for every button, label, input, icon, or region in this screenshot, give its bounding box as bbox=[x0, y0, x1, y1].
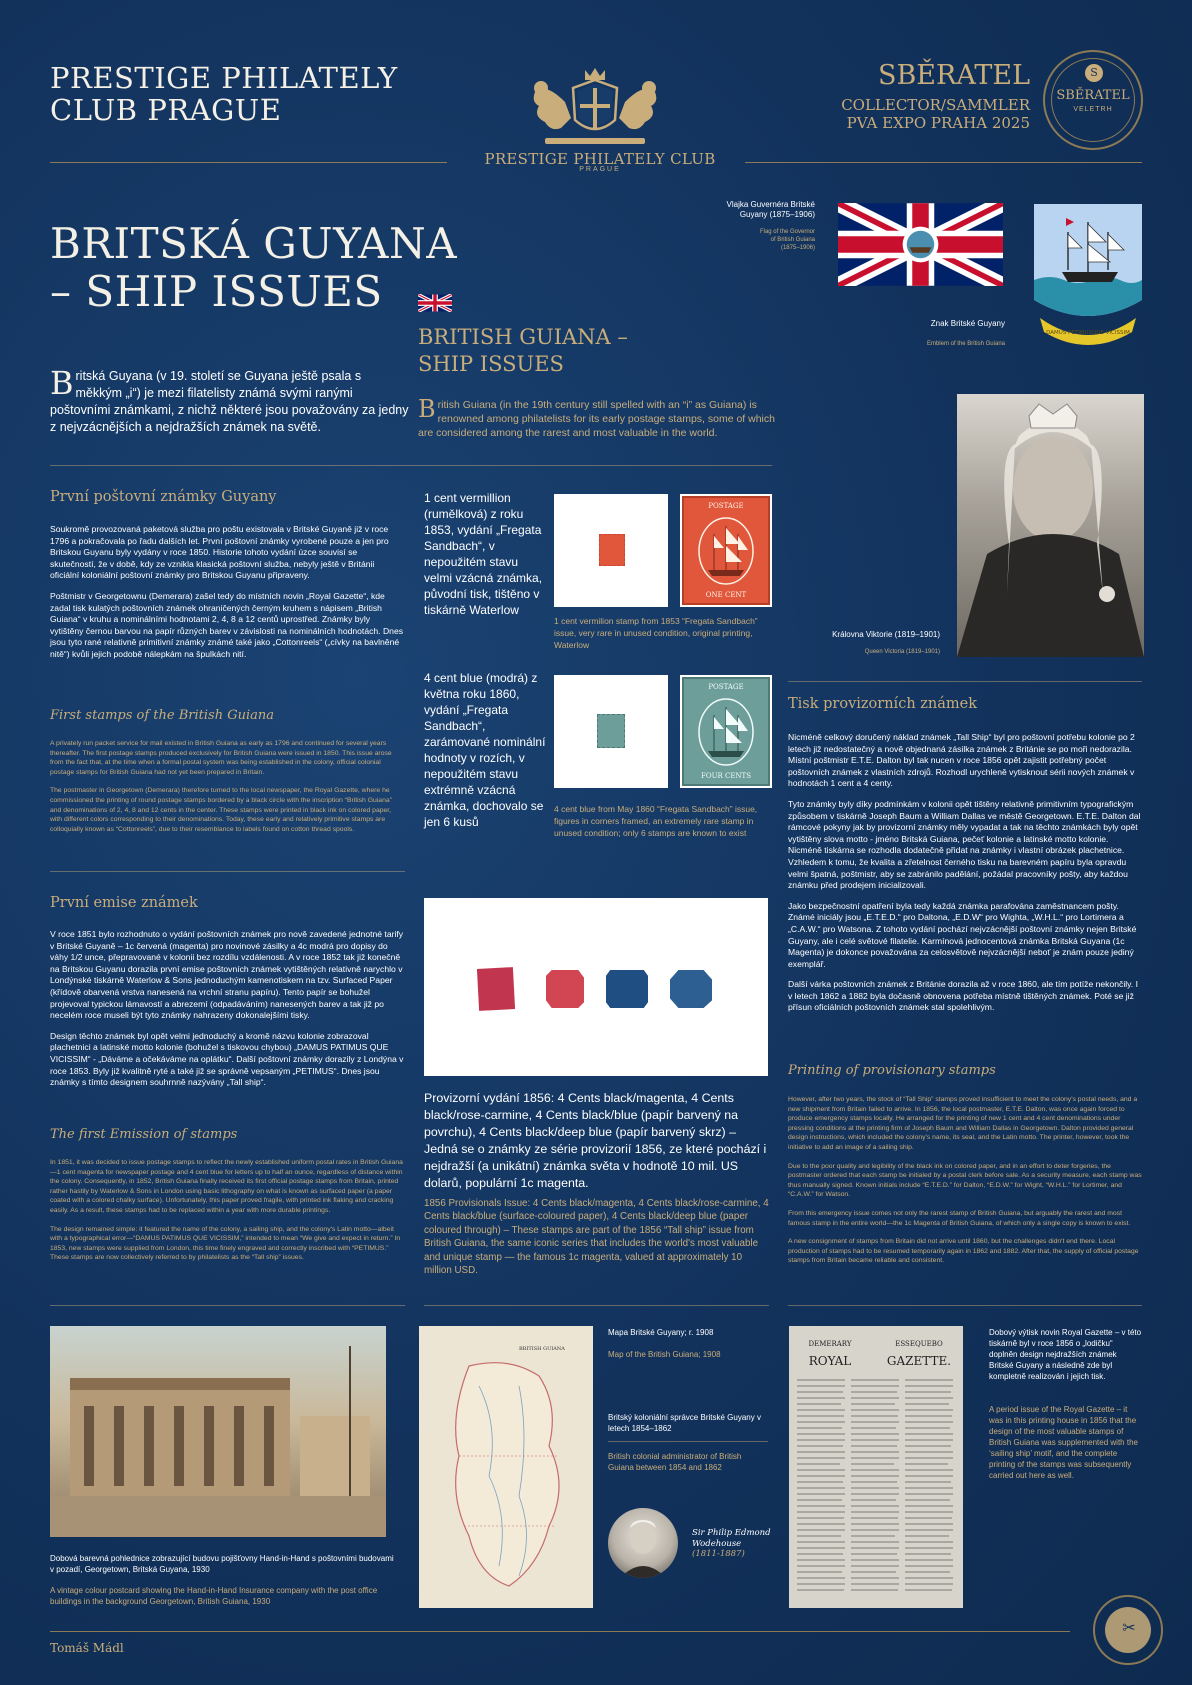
english-title-line1: BRITISH GUIANA – bbox=[418, 325, 628, 349]
map-caption-cz: Mapa Britské Guyany; r. 1908 bbox=[608, 1328, 714, 1337]
four-cent-small-frame bbox=[554, 675, 668, 788]
provisional-stamp-rose-carmine bbox=[546, 970, 584, 1008]
author-name: Tomáš Mádl bbox=[50, 1641, 124, 1655]
admin-name-line1: Sir Philip Edmond bbox=[692, 1528, 771, 1538]
provisional-stamp-magenta bbox=[477, 967, 515, 1011]
club-title-line1: PRESTIGE PHILATELY bbox=[50, 61, 398, 95]
english-title bbox=[418, 324, 628, 378]
intro-czech-dropcap: B bbox=[50, 364, 74, 402]
postcard-caption-cz: Dobová barevná pohlednice zobrazující budovu pojišťovny Hand-in-Hand s poštovními budovami v pozadí, Georgetown, Britská Guyana, 1930 bbox=[50, 1554, 394, 1574]
provisional-cz-p1: Nicméně celkový doručený náklad známek „Tall Ship“ byl pro poštovní potřebu kolonie po 2 letech již nedostatečný a nově objednaná zásilka známek z Británie se po moři nedorazila. Místní poštmistr E.T.E. Dalton byl tak nucen v roce 1856 opět zajistit potřebný počet poštovních známek z vlastních zdrojů. Rozhodl urychleně vytisknout sérii nových známek v hodnotách 1 cent a 4 centy. bbox=[788, 732, 1135, 789]
flag-caption bbox=[640, 200, 815, 252]
provisional-en-p3: From this emergency issue comes not only the rarest stamp of British Guiana, but arguably the rarest and most famous stamp in the entire world—the 1c Magenta of British Guiana, of which only a single copy is known to exist. bbox=[788, 1209, 1131, 1227]
ship-icon bbox=[696, 516, 756, 586]
one-cent-small-stamp bbox=[599, 534, 625, 566]
crest-sub: PRAGUE bbox=[579, 166, 621, 173]
four-cent-small-stamp bbox=[597, 714, 625, 748]
admin-name bbox=[692, 1528, 772, 1560]
four-cent-caption-en: 4 cent blue from May 1860 “Fregata Sandbach” issue, figures in corners framed, an extremely rare stamp in unused condition; only 6 stamps are known to exist bbox=[554, 804, 758, 838]
first-stamps-en-p2: The postmaster in Georgetown (Demerara) therefore turned to the local newspaper, the Royal Gazette, where he commissioned the printing of round postage stamps bordered by a black circle with the inscription “British Guiana” and denominations of 2, 4, 8 and 12 cents in the center. These stamps were printed in black ink on colored paper, with different colors corresponding to their denominations. Today, these early and relatively primitive stamps are colloquially known as “Cottonreels”, due to their resemblance to labels found on cotton thread spools. bbox=[50, 787, 392, 833]
first-stamps-cz-text bbox=[50, 524, 405, 670]
one-cent-large-frame bbox=[680, 494, 772, 607]
first-emission-cz-text bbox=[50, 929, 405, 1098]
one-cent-caption-cz: 1 cent vermillion (rumělková) z roku 1853, vydání „Fregata Sandbach“, v nepoužitém stavu velmi vzácná známka, původní tisk, tištěno v tiskárně Waterlow bbox=[424, 491, 543, 617]
four-cent-large-stamp bbox=[682, 677, 770, 786]
gazette-sub-left: ROYAL bbox=[808, 1354, 852, 1368]
one-cent-small-frame bbox=[554, 494, 668, 607]
one-cent-stamp-bottom-label: ONE CENT bbox=[705, 591, 747, 599]
queen-victoria-photo bbox=[957, 394, 1144, 657]
intro-english-dropcap: B bbox=[418, 395, 436, 423]
seal-text: SBĚRATEL bbox=[1056, 88, 1130, 103]
main-title bbox=[50, 220, 457, 316]
sberatel-subtitle-line2: PVA EXPO PRAHA 2025 bbox=[846, 114, 1030, 132]
provisional-en-title: Printing of provisionary stamps bbox=[788, 1063, 996, 1078]
crest-name: PRESTIGE PHILATELY CLUB bbox=[484, 150, 716, 168]
flag-caption-en3: (1875–1906) bbox=[780, 245, 815, 251]
provisional-cz-title: Tisk provizorních známek bbox=[788, 696, 978, 712]
first-stamps-en-title: First stamps of the British Guiana bbox=[50, 708, 274, 723]
sberatel-seal-icon: S SBĚRATEL VELETRH bbox=[1043, 50, 1143, 150]
gazette-caption-cz: Dobový výtisk novin Royal Gazette – v této tiskárně byl v roce 1856 o „lodičku“ doplněn design nejdražších známek Britské Guyany a následně zde byl kompletně realizován i jejich tisk. bbox=[989, 1328, 1142, 1381]
flag-caption-cz1: Vlajka Guvernéra Britské bbox=[726, 200, 815, 209]
intro-english bbox=[418, 395, 778, 440]
provisional-caption-cz: Provizorní vydání 1856: 4 Cents black/magenta, 4 Cents black/rose-carmine, 4 Cents black/blue (papír barvený na povrchu), 4 Cents black/deep blue (papír barvený skrz) – Jedná se o známky ze série provizorií 1856, ze které pochází i nejdražší (a unikátní) známka světa v hodnotě 10 mil. US dolarů, populární 1c magenta. bbox=[424, 1091, 767, 1190]
gazette-title-right: ESSEQUEBO bbox=[895, 1340, 943, 1348]
first-emission-en-text bbox=[50, 1158, 405, 1272]
intro-czech bbox=[50, 364, 410, 436]
first-emission-cz-p2: Design těchto známek byl opět velmi jednoduchý a kromě názvu kolonie zobrazoval plachetnici a latinské motto kolonie (bohužel s tiskovou chybou) „DAMUS PATIMUS QUE VICISSIM“ - „Dáváme a očekáváme na oplátku“. Další poštovní známky dorazily z Londýna v roce 1853. Byly již kvalitně ryté a také již se správně vepsaným „PETIMUS“. Dnes jsou známky s tímto designem souhrnně nazývány „Tall ship“. bbox=[50, 1030, 404, 1088]
main-title-line1: BRITSKÁ GUYANA bbox=[50, 219, 458, 268]
queen-caption-en: Queen Victoria (1819–1901) bbox=[864, 649, 940, 655]
admin-portrait bbox=[608, 1508, 678, 1578]
club-title-line2: CLUB PRAGUE bbox=[50, 93, 282, 127]
provisional-cz-text bbox=[788, 732, 1142, 1023]
club-title bbox=[50, 62, 398, 126]
emblem-caption-en: Emblem of the British Guiana bbox=[926, 341, 1005, 347]
one-cent-large-stamp bbox=[682, 496, 770, 605]
provisional-cz-p4: Další várka poštovních známek z Británie dorazila až v roce 1860, ale tím potíže nekončily. I v letech 1862 a 1882 byla dočasně obnovena potřeba místně tištěných známek. Poté se již přísun oficiálních poštovních známek stal spolehlivým. bbox=[788, 979, 1138, 1013]
gazette-caption-en: A period issue of the Royal Gazette – it was in this printing house in 1856 that the design of the most valuable stamps of British Guiana was supplemented with the ‘sailing ship’ motif, and the complete printing of the stamps was subsequently carried out here as well. bbox=[989, 1405, 1138, 1480]
gazette-title-left: DEMERARY bbox=[808, 1340, 852, 1348]
flag-caption-en1: Flag of the Governor bbox=[759, 229, 815, 235]
one-cent-stamp-top-label: POSTAGE bbox=[708, 502, 744, 510]
governor-flag-icon bbox=[838, 203, 1003, 286]
emblem-icon bbox=[1030, 202, 1146, 350]
intro-czech-text: ritská Guyana (v 19. století se Guyana ještě psala s měkkým „i“) je mezi filatelisty známá svými ranými poštovními známkami, z nichž některé jsou považovány za jedny z nejvzácnějších a nejdražších známek na světě. bbox=[50, 369, 409, 434]
admin-caption-en: British colonial administrator of British Guiana between 1854 and 1862 bbox=[608, 1452, 742, 1472]
provisional-cz-p2: Tyto známky byly díky podmínkám v kolonii opět tištěny relativně primitivním typografickým způsobem v tiskárně Joseph Baum a William Dallas ve městě Georgetown. E.T.E. Dalton dal rámcové pokyny jak by provizorní známky měly vypadat a tak na těchto známkách byly opět vytištěny slova motto - jméno Britská Guiana, pečeť kolonie a latinské motto kolonie. Nicméně tiskárna se rozhodla dodatečně přidat na známky i vlastní obrázek plachetnice. Vzhledem k tomu, že kvalita a zřetelnost černého tisku na barevném papíru byla opravdu velmi špatná, poštmistr, aby se zabránilo padělání, požádal pracovníky pošty, aby každou známku před prodejem inicializovali. bbox=[788, 798, 1141, 891]
emblem-caption-cz: Znak Britské Guyany bbox=[930, 319, 1005, 328]
postcard-caption-en: A vintage colour postcard showing the Hand-in-Hand Insurance company with the post office buildings in the background Georgetown, British Guiana, 1930 bbox=[50, 1586, 378, 1606]
gazette-text-columns bbox=[797, 1378, 955, 1600]
first-stamps-cz-title: První poštovní známky Guyany bbox=[50, 489, 277, 505]
sberatel-title: SBĚRATEL bbox=[877, 60, 1030, 91]
first-stamps-cz-p2: Poštmistr v Georgetownu (Demerara) zašel tedy do místních novin „Royal Gazette“, kde zadal tisk kulatých poštovních známek ohraničených černým kruhem s nápisem „British Guiana“ v kruhu a nominálními hodnotami 2, 4, 8 a 12 centů uprostřed. Známky byly vytištěny černou barvou na papír různých barev v závislosti na nominálních hodnotách. Dnes jsou tyto rané relativně primitivní známky známé také jako „Cottonreels“ („cívky na bavlněné nitě“) kvůli jejich podobě nálepkám na špulkách nití. bbox=[50, 590, 404, 659]
sberatel-subtitle-line1: COLLECTOR/SAMMLER bbox=[841, 96, 1030, 114]
four-cent-stamp-bottom-label: FOUR CENTS bbox=[700, 772, 752, 780]
first-stamps-en-text bbox=[50, 739, 405, 843]
intro-english-text: ritish Guiana (in the 19th century still spelled with an “i” as Guiana) is renowned among philatelists for its early postage stamps, some of which are considered among the rarest and most valuable in the world. bbox=[418, 399, 775, 439]
provisional-en-p1: However, after two years, the stock of “Tall Ship” stamps proved insufficient to meet the colony's postal needs, and a new shipment from Britain failed to arrive. In 1856, the local postmaster, E.T.E. Dalton, was once again forced to produce emergency stamps locally. He arranged for the printing of new 1 cent and 4 cent denominations under pressing conditions at the printing firm of Joseph Baum and William Dallas in Georgetown. Dalton provided general design instructions, which included the colony's name, its seal, and the Latin motto. The printer, however, took the initiative to add an image of a sailing ship. bbox=[788, 1096, 1138, 1151]
first-stamps-cz-p1: Soukromě provozovaná paketová služba pro poštu existovala v Britské Guyaně již v roce 1796 a pokračovala po řadu dalších let. První poštovní známky vyrobené pouze a jen pro Britskou Guyanu byly vydány v roce 1850. Historie tohoto vydání úzce souvisí se skutečností, že v době, kdy ze vznikla klasická poštovní služba, nebyly ještě v Británii oficiální koloniální poštovní známky pro Britskou Guyanu připraveny. bbox=[50, 524, 389, 581]
provisional-en-p4: A new consignment of stamps from Britain did not arrive until 1860, but the challenges didn't end there. Local production of stamps had to be resumed temporarily again in 1862 and 1882. After that, the supply of official postage stamps from Britain became reliable and consistent. bbox=[788, 1238, 1139, 1265]
sberatel-subtitle bbox=[841, 96, 1030, 132]
first-emission-cz-p1: V roce 1851 bylo rozhodnuto o vydání poštovních známek pro nově zavedené jednotné tarify v Britské Guyaně – 1c červená (magenta) pro novinové zásilky a 4c modrá pro dopisy do váhy 1/2 unce, přepravované v kolonii bez rozdílu vzdálenosti. A v roce 1852 tak již konečně na Britskou Guyanu dorazila první emise poštovních známek vytištěných relativně narychlo v Londýnské tiskárně Waterlow & Sons jednoduchým kamenotiskem na tzv. Surfaced Paper (křídově obarvená vrstva nanesená na vrchní stranu papíru). Tento papír se bohužel projevoval typickou lámavostí a abrezemí (odpadáváním) nanesených barev a tak již po necelém roce museli být tyto známky nahrazeny dokonalejšími tisky. bbox=[50, 929, 404, 1021]
first-stamps-en-p1: A privately run packet service for mail existed in British Guiana as early as 1796 and continued for several years thereafter. The first postage stamps produced exclusively for British Guiana were issued in 1850. This issue arose from the fact that, at the time when a formal postal system was being established in the colony, official colonial postage stamps for British Guiana had not yet been prepared in Britain. bbox=[50, 740, 392, 776]
map-title: BRITISH GUIANA bbox=[519, 1346, 565, 1352]
queen-caption-cz: Královna Viktorie (1819–1901) bbox=[832, 630, 940, 639]
one-cent-caption-en: 1 cent vermilion stamp from 1853 “Fregata Sandbach” issue, very rare in unused condition, original printing, Waterlow bbox=[554, 616, 758, 650]
provisional-en-text bbox=[788, 1095, 1142, 1275]
provisional-stamp-blue bbox=[606, 970, 648, 1008]
four-cent-stamp-top-label: POSTAGE bbox=[708, 683, 744, 691]
footer-seal-icon: ✂ bbox=[1093, 1595, 1163, 1665]
map-image bbox=[419, 1326, 593, 1608]
flag-caption-cz2: Guyany (1875–1906) bbox=[739, 210, 815, 219]
first-emission-en-p2: The design remained simple: it featured the name of the colony, a sailing ship, and the colony's Latin motto—albeit with a typographical error—“DAMUS PATIMUS QUE VICISSIM,” intended to mean “We give and expect in return.” In 1853, new stamps were supplied from London, this time finely engraved and correctly inscribed with “PETIMUS.” These stamps are now collectively referred to by philatelists as the “Tall ship” issues. bbox=[50, 1225, 401, 1262]
main-title-line2: – SHIP ISSUES bbox=[50, 267, 383, 316]
flag-caption-en2: of British Guiana bbox=[770, 237, 815, 243]
map-caption-en: Map of the British Guiana; 1908 bbox=[608, 1350, 721, 1359]
admin-caption-cz: Britský koloniální správce Britské Guyany v letech 1854–1862 bbox=[608, 1413, 761, 1433]
first-emission-en-p1: In 1851, it was decided to issue postage stamps to reflect the newly established uniform postal rates in British Guiana—1 cent magenta for newspaper postage and 4 cent blue for letters up to half an ounce, regardless of distance within the colony. Consequently, in 1852, British Guiana finally received its first official postage stamps from Britain, printed rather hastily by Waterlow & Sons in London using basic lithography on what is known as surfaced paper (a paper coated with a colored chalky surface). Unfortunately, this paper proved fragile, with printed ink flaking and cracking easily. As a result, these stamps had to be replaced within a year with more durable printings. bbox=[50, 1159, 403, 1214]
english-title-line2: SHIP ISSUES bbox=[418, 352, 564, 376]
club-crest-icon bbox=[505, 62, 685, 152]
provisional-stamps-frame bbox=[424, 898, 768, 1076]
provisional-cz-p3: Jako bezpečnostní opatření byla tedy každá známka parafována zaměstnancem pošty. Známé iniciály jsou „E.T.E.D.“ pro Daltona, „E.D.W“ pro Wighta, „W.H.L.“ pro Lortimera a „C.A.W.“ pro Watsona. Z tohoto vydání pochází nejvzácnější poštovní známky nejen Britské Guyany, ale i celé světové filatelie. Karmínová jednocentová známka Britská Guyana (1c Magenta) je dokonce považována za celosvětově nejvzácnější neboť je znám pouze jediný exemplář. bbox=[788, 900, 1137, 969]
postcard-photo bbox=[50, 1326, 386, 1537]
gazette-sub-right: GAZETTE. bbox=[886, 1354, 952, 1368]
first-emission-en-title: The first Emission of stamps bbox=[50, 1127, 238, 1142]
emblem-motto: DAMUS PETIMUSQUE VICISSIM bbox=[1046, 330, 1130, 336]
first-emission-cz-title: První emise známek bbox=[50, 895, 198, 911]
provisional-en-p2: Due to the poor quality and legibility of the black ink on colored paper, and in an effort to deter forgeries, the postmaster ordered that each stamp be initialed by a postal clerk before sale. As a security measure, each stamp was thus manually signed. Known initials include “E.T.E.D.” for Dalton, “E.D.W.” for Wight, “W.H.L.” for Lortimer, and “C.A.W.” for Watson. bbox=[788, 1162, 1142, 1199]
four-cent-large-frame bbox=[680, 675, 772, 788]
gazette-image bbox=[789, 1326, 963, 1608]
admin-years: (1811-1887) bbox=[692, 1549, 745, 1559]
union-jack-icon bbox=[418, 294, 452, 312]
provisional-caption-en: 1856 Provisionals Issue: 4 Cents black/magenta, 4 Cents black/rose-carmine, 4 Cents black/blue (surface-coloured paper), 4 Cents black/deep blue (paper coloured through) – These stamps are part of the 1856 “Tall ship” issue from British Guiana, the same iconic series that includes the world's most valuable and unique stamp — the famous 1c magenta, valued at approximately 10 million USD. bbox=[424, 1198, 769, 1277]
provisional-stamp-deep-blue bbox=[670, 970, 712, 1008]
seal-subtext: VELETRH bbox=[1073, 106, 1113, 113]
four-cent-caption-cz: 4 cent blue (modrá) z května roku 1860, vydání „Fregata Sandbach“, zarámované nominální hodnoty v rozích, v nepoužitém stavu extrémně vzácná známka, dochovalo se jen 6 kusů bbox=[424, 671, 546, 829]
ship-icon bbox=[696, 697, 756, 767]
admin-name-line2: Wodehouse bbox=[692, 1538, 742, 1549]
